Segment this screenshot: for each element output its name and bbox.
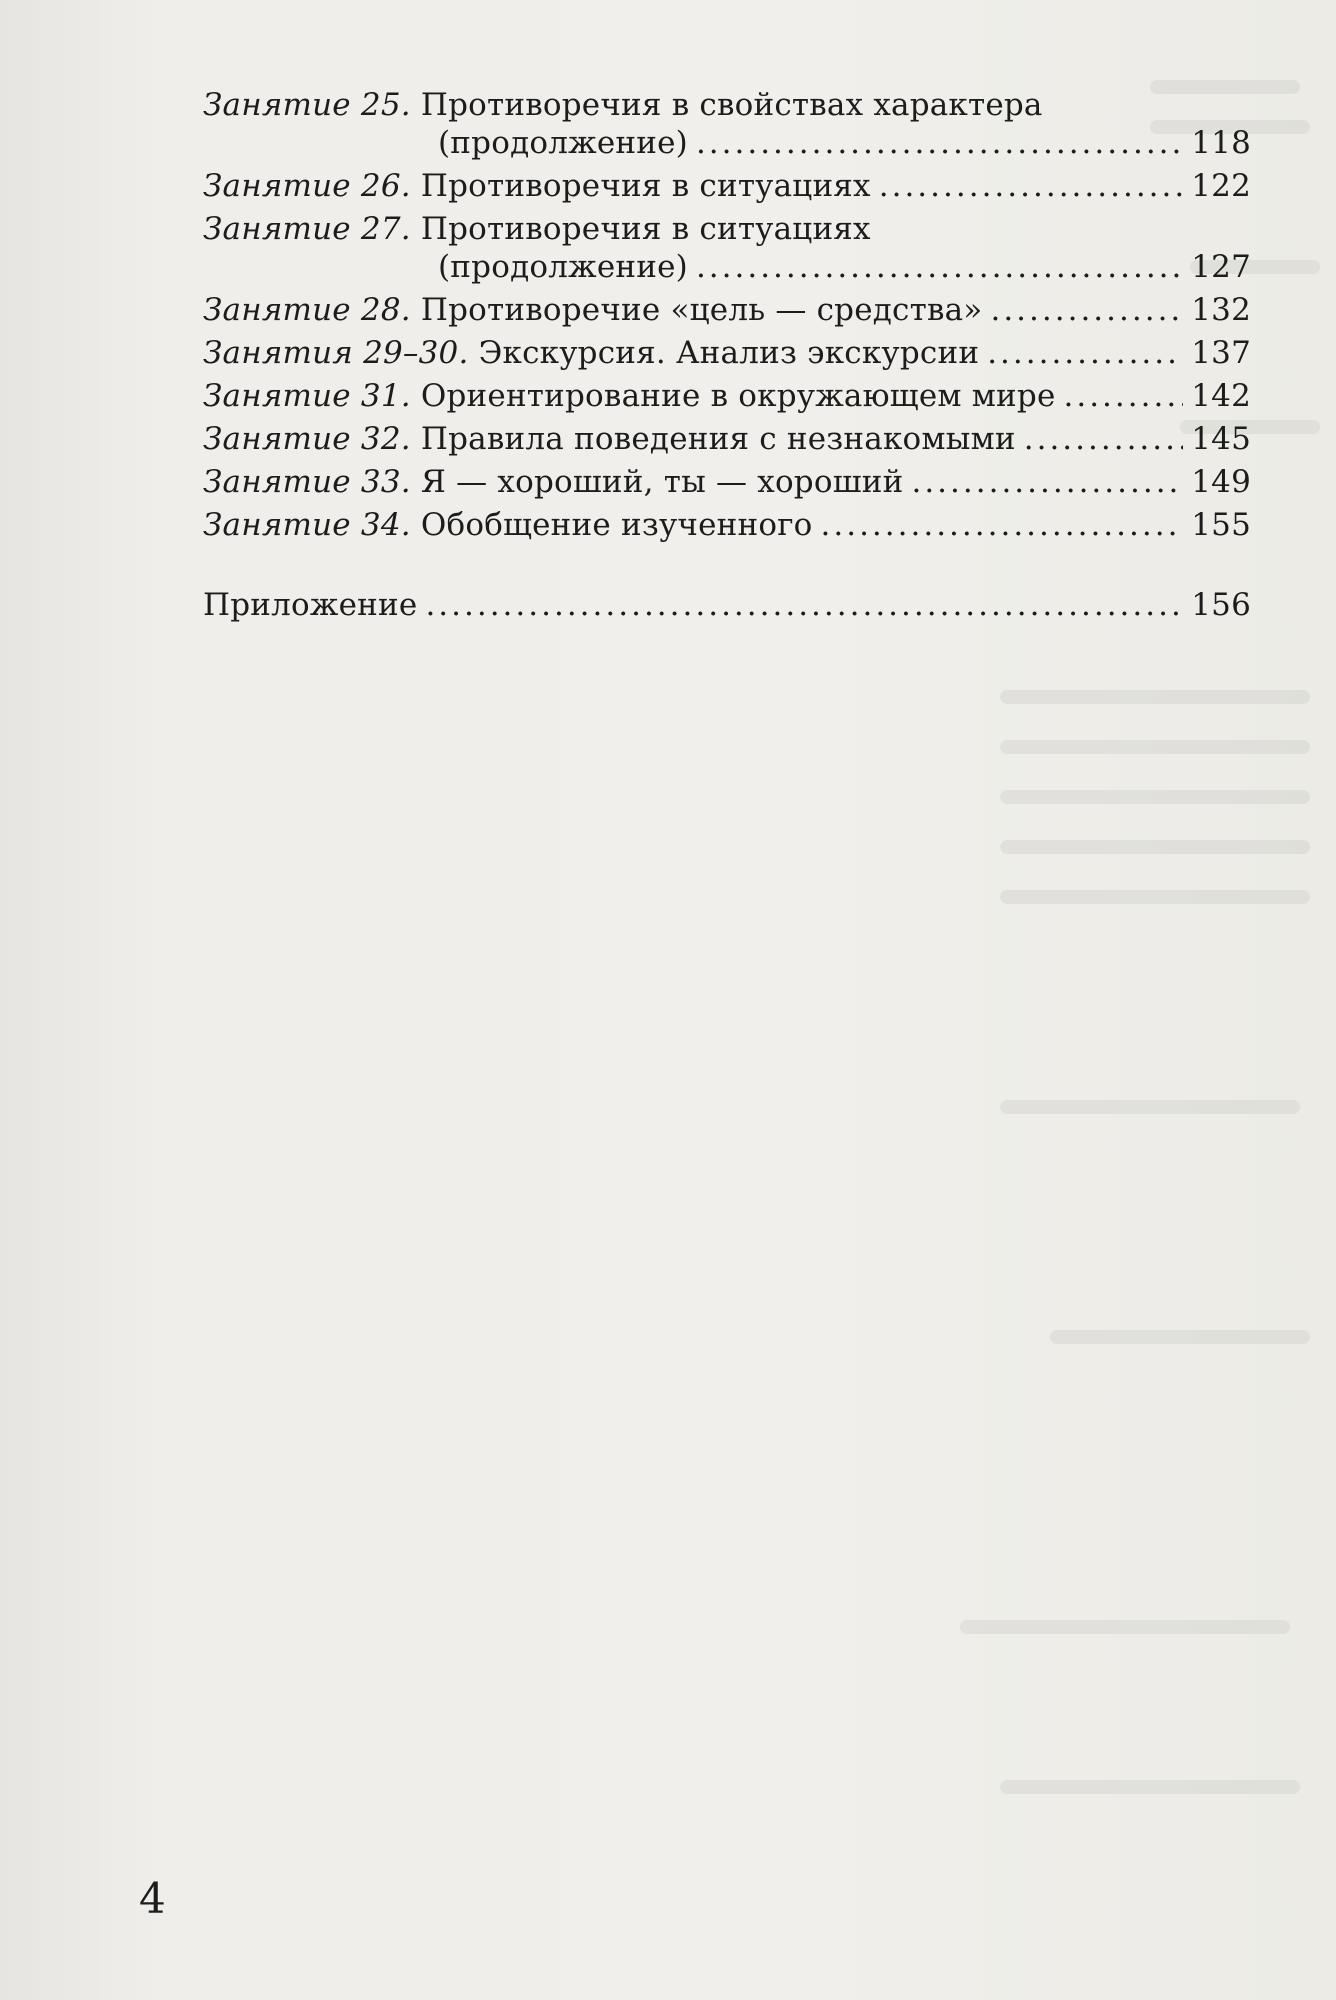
toc-entry-title: Противоречия в свойствах характера: [420, 87, 1043, 123]
toc-entry-29-30[interactable]: [203, 334, 1251, 372]
toc-entry-26[interactable]: [203, 167, 1251, 205]
toc-entry-page: 149: [1191, 464, 1251, 500]
toc-entry-title: Противоречия в ситуациях: [420, 168, 871, 204]
toc-entry-28[interactable]: [203, 291, 1251, 329]
toc-entry-title: Я — хороший, ты — хороший: [420, 464, 904, 500]
toc-entry-title: Ориентирование в окружающем мире: [420, 378, 1056, 414]
toc-entry-title: Обобщение изученного: [420, 507, 813, 543]
toc-entry-title: Приложение: [203, 587, 418, 623]
toc-entry-page: 122: [1191, 168, 1251, 204]
dot-leader: [696, 124, 1183, 162]
toc-entry-page: 132: [1191, 292, 1251, 328]
toc-entry-33[interactable]: [203, 463, 1251, 501]
toc-entry-label: Занятие 32.: [203, 421, 411, 457]
toc-entry-title-continuation: (продолжение): [438, 125, 688, 161]
dot-leader: [879, 167, 1183, 205]
dot-leader: [1024, 420, 1183, 458]
toc-entry-label: Занятие 27.: [203, 211, 411, 247]
toc-entry-title-continuation: (продолжение): [438, 249, 688, 285]
dot-leader: [696, 248, 1183, 286]
toc-entry-page: 155: [1191, 507, 1251, 543]
toc-entry-label: Занятие 25.: [203, 87, 411, 123]
dot-leader: [987, 334, 1183, 372]
toc-entry-label: Занятие 26.: [203, 168, 411, 204]
toc-entry-label: Занятие 28.: [203, 292, 411, 328]
toc-entry-page: 142: [1191, 378, 1251, 414]
toc-entry-label: Занятия 29–30.: [203, 335, 469, 371]
toc-entry-title: Противоречие «цель — средства»: [420, 292, 983, 328]
dot-leader: [821, 506, 1184, 544]
page-number: 4: [139, 1874, 166, 1923]
toc-entry-appendix[interactable]: [203, 586, 1251, 624]
toc-entry-page: 145: [1191, 421, 1251, 457]
toc-entry-31[interactable]: [203, 377, 1251, 415]
dot-leader: [911, 463, 1183, 501]
toc-entry-27[interactable]: [203, 210, 1251, 286]
toc-entry-label: Занятие 33.: [203, 464, 411, 500]
toc-entry-label: Занятие 31.: [203, 378, 411, 414]
dot-leader: [990, 291, 1183, 329]
toc-entry-page: 127: [1191, 249, 1251, 285]
toc-entry-34[interactable]: [203, 506, 1251, 544]
toc-entry-title: Правила поведения с незнакомыми: [420, 421, 1016, 457]
toc-entry-page: 118: [1191, 125, 1251, 161]
dot-leader: [1064, 377, 1184, 415]
toc-entry-label: Занятие 34.: [203, 507, 411, 543]
toc-entry-page: 156: [1191, 587, 1251, 623]
toc-entry-page: 137: [1191, 335, 1251, 371]
dot-leader: [425, 586, 1183, 624]
toc-entry-32[interactable]: [203, 420, 1251, 458]
toc-entry-title: Противоречия в ситуациях: [420, 211, 871, 247]
toc-entry-25[interactable]: [203, 86, 1251, 162]
table-of-contents: [203, 86, 1251, 629]
toc-entry-title: Экскурсия. Анализ экскурсии: [478, 335, 980, 371]
